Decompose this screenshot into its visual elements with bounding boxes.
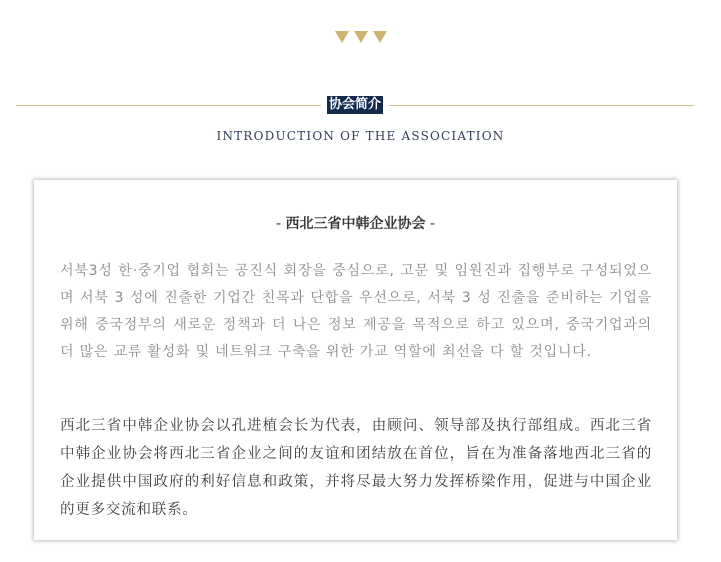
section-title-row <box>16 95 694 115</box>
intro-card <box>34 180 677 540</box>
intro-paragraph-korean: 서북3성 한·중기업 협회는 공진식 회장을 중심으로, 고문 및 임원진과 집행부로 구성되었으며 서북 3 성에 진출한 기업간 친목과 단합을 우선으로, 서북 3 성 진출을 준비하는 기업을 위해 중국정부의 새로운 정책과 더 나은 정보 제공을 목적으로 하고 있으며, 중국기업과의 더 많은 교류 활성화 및 네트워크 구축을 위한 가교 역할에 최선을 다 할 것입니다. <box>60 263 652 360</box>
decorative-triangles <box>0 31 721 43</box>
title-dash-left: - <box>275 216 286 232</box>
triangle-icon <box>354 31 368 43</box>
divider-left <box>16 105 321 106</box>
card-title <box>34 213 677 233</box>
triangle-icon <box>373 31 387 43</box>
association-name: 西北三省中韩企业协会 <box>285 216 426 232</box>
intro-paragraph-chinese: 西北三省中韩企业协会以孔进植会长为代表，由顾问、领导部及执行部组成。西北三省中韩企业协会将西北三省企业之间的友谊和团结放在首位，旨在为准备落地西北三省的企业提供中国政府的利好信息和政策，并将尽最大努力发挥桥梁作用，促进与中国企业的更多交流和联系。 <box>60 418 652 518</box>
section-title: 协会简介 <box>329 97 382 112</box>
triangle-icon <box>335 31 349 43</box>
divider-right <box>389 105 694 106</box>
title-dash-right: - <box>425 216 436 232</box>
section-subtitle: INTRODUCTION OF THE ASSOCIATION <box>216 129 505 143</box>
